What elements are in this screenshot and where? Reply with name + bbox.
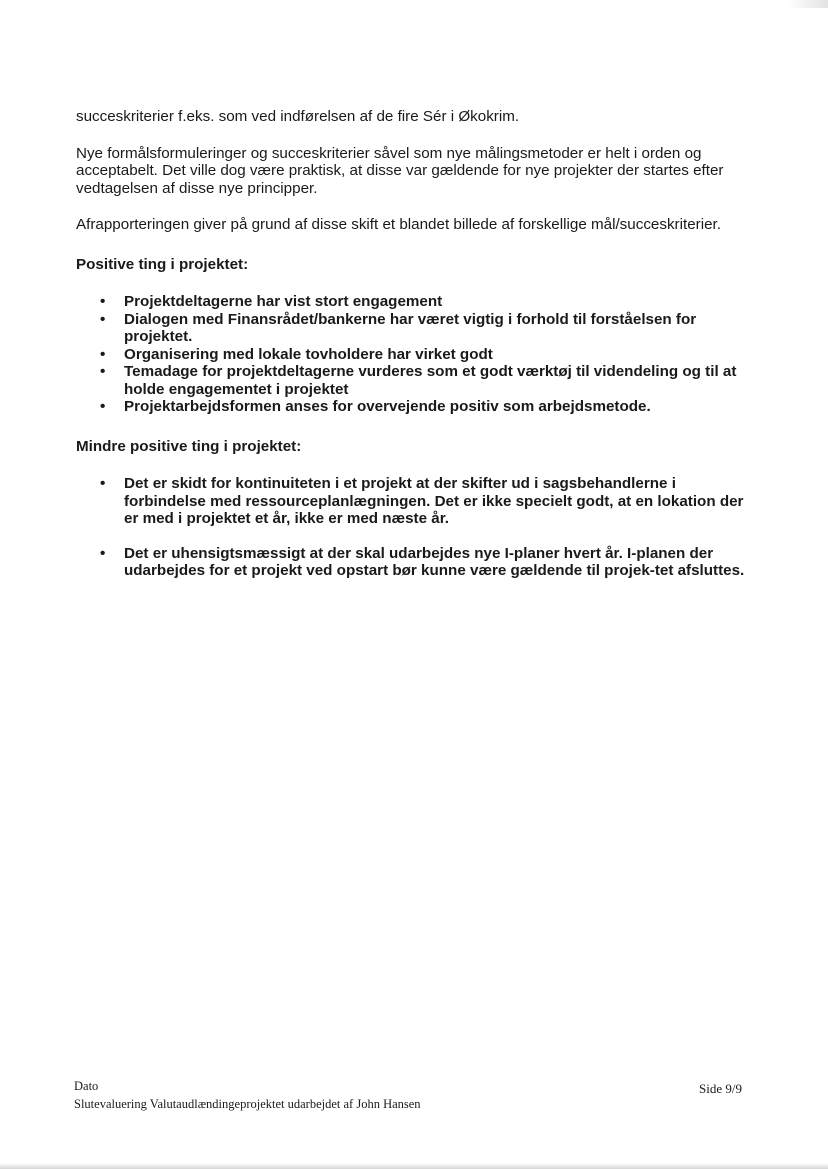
- bullet-icon: •: [100, 398, 106, 415]
- list-item: [76, 363, 748, 398]
- list-item-text: Temadage for projektdeltagerne vurderes som et godt værktøj til videndeling og til at holde engagementet i projektet: [124, 363, 737, 398]
- bullet-icon: •: [100, 345, 106, 363]
- bullet-icon: •: [100, 544, 106, 562]
- list-item-text: Organisering med lokale tovholdere har virket godt: [124, 345, 493, 363]
- bullet-icon: •: [100, 293, 106, 310]
- bullet-icon: •: [100, 475, 106, 492]
- list-item: [76, 293, 748, 311]
- negative-list: [76, 475, 748, 580]
- paragraph-1: succeskriterier f.eks. som ved indførelsen af de fire Sér i Økokrim.: [76, 108, 520, 125]
- page-edge-shadow: [0, 1163, 828, 1169]
- bullet-icon: •: [100, 363, 106, 380]
- positive-heading: Positive ting i projektet:: [76, 255, 249, 273]
- list-item: [76, 545, 748, 580]
- positive-list: [76, 293, 748, 416]
- document-body: [76, 108, 748, 597]
- paragraph-2: Nye formålsformuleringer og succeskriterier såvel som nye målingsmetoder er helt i orden og acceptabelt. Det ville dog være praktisk, at disse var gældende for nye projekter der startes efter vedtagelsen af disse nye principper.: [76, 144, 724, 197]
- list-item-text: Det er uhensigtsmæssigt at der skal udarbejdes nye I-planer hvert år. I-planen der udarbejdes for et projekt ved opstart bør kunne være gældende til projek-tet afsluttes.: [124, 544, 745, 579]
- list-item: [76, 398, 748, 416]
- list-item-text: Det er skidt for kontinuiteten i et projekt at der skifter ud i sagsbehandlerne i forbindelse med ressourceplanlægningen. Det er ikke specielt godt, at en lokation der er med i projektet et år, ikke er med næste år.: [124, 475, 744, 527]
- paragraph-3: Afrapporteringen giver på grund af disse skift et blandet billede af forskellige mål/succeskriterier.: [76, 216, 721, 233]
- footer-document-title: Slutevaluering Valutaudlændingeprojektet udarbejdet af John Hansen: [74, 1097, 421, 1111]
- list-item-text: Dialogen med Finansrådet/bankerne har været vigtig i forhold til forståelsen for projektet.: [124, 310, 697, 345]
- page-corner-shadow: [788, 0, 828, 8]
- list-item: [76, 346, 748, 364]
- list-item-text: Projektdeltagerne har vist stort engagement: [124, 293, 443, 310]
- footer-date-label: Dato: [74, 1079, 99, 1093]
- footer-left: [74, 1077, 421, 1113]
- list-item: [76, 475, 748, 528]
- footer-page-number: Side 9/9: [699, 1081, 742, 1096]
- list-item: [76, 311, 748, 346]
- negative-heading: Mindre positive ting i projektet:: [76, 437, 302, 455]
- list-item-text: Projektarbejdsformen anses for overvejende positiv som arbejdsmetode.: [124, 398, 651, 415]
- bullet-icon: •: [100, 310, 106, 328]
